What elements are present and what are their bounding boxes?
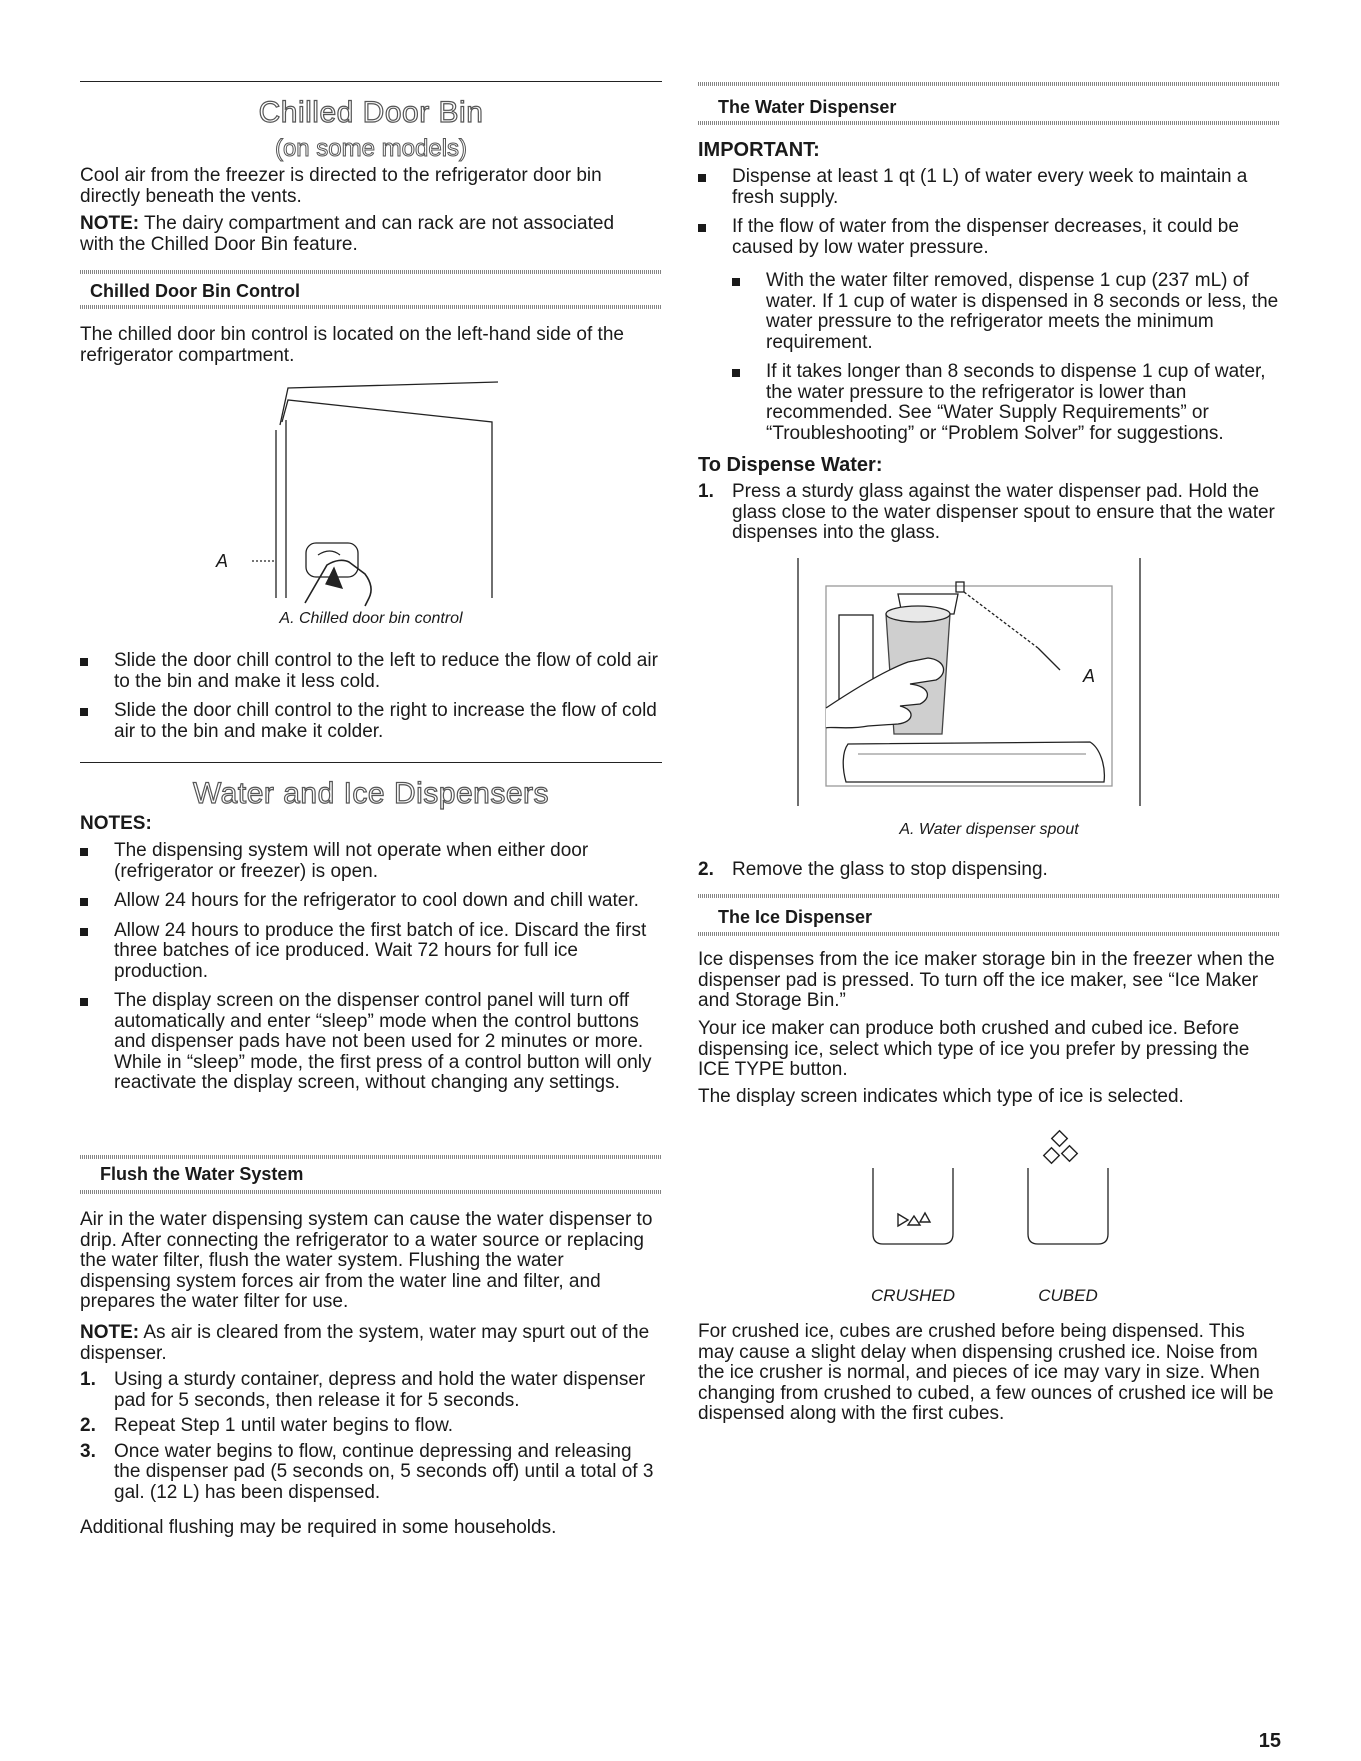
list-item: If the flow of water from the dispenser decreases, it could be caused by low water pressure. [698, 217, 1280, 258]
chilled-bullets [80, 651, 662, 742]
ice-p3: The display screen indicates which type of ice is selected. [698, 1086, 1184, 1107]
step-text: Using a sturdy container, depress and hold the water dispenser pad for 5 seconds, then release it for 5 seconds. [114, 1369, 646, 1411]
page-number: 15 [1258, 1730, 1281, 1752]
ice-dispenser-heading: The Ice Dispenser [718, 907, 873, 927]
figure-label-a: A [216, 551, 229, 571]
list-item: Slide the door chill control to the left to reduce the flow of cold air to the bin and make it less cold. [80, 651, 662, 692]
list-item: If it takes longer than 8 seconds to dispense 1 cup of water, the water pressure to the refrigerator is lower than recommended. See “Water Supply Requirements” or “Troubleshooting” or “Problem Solver” for suggestions. [732, 362, 1280, 444]
flush-steps [80, 1370, 662, 1503]
step-number: 1. [698, 481, 714, 502]
step-number: 1. [80, 1369, 96, 1390]
step-number: 3. [80, 1440, 96, 1462]
dotted-rule [698, 82, 1280, 86]
dotted-rule [80, 1155, 662, 1159]
dispense-step-2 [698, 860, 1280, 881]
step-text: Remove the glass to stop dispensing. [732, 859, 1048, 880]
notes-list [80, 841, 662, 1094]
flush-text: Air in the water dispensing system can cause the water dispenser to drip. After connecting the refrigerator to a water source or replacing the water filter, flush the water system. Flushing the water dispensing system forces air from the water line and filter, and prepares the water filter for use. [80, 1209, 653, 1312]
section-rule [80, 81, 662, 82]
step-text: Repeat Step 1 until water begins to flow. [114, 1415, 454, 1436]
crushed-ice-icon [898, 1213, 930, 1226]
to-dispense-heading: To Dispense Water: [698, 454, 883, 476]
water-dispenser-heading: The Water Dispenser [718, 97, 897, 117]
note-label: NOTE: [80, 1322, 140, 1343]
dotted-rule [698, 932, 1280, 936]
chilled-note [80, 214, 652, 255]
step-item [698, 860, 1280, 881]
list-item: Dispense at least 1 qt (1 L) of water every week to maintain a fresh supply. [698, 167, 1280, 208]
flush-heading: Flush the Water System [100, 1164, 304, 1184]
water-dispenser-illustration [698, 558, 1280, 810]
water-ice-title: Water and Ice Dispensers [192, 777, 550, 810]
ice-type-icons [698, 1128, 1280, 1288]
important-label: IMPORTANT: [698, 139, 820, 161]
note-text: The dairy compartment and can rack are not associated with the Chilled Door Bin feature. [80, 213, 615, 255]
step-item [80, 1370, 662, 1411]
section-rule [80, 762, 662, 763]
ice-p4: For crushed ice, cubes are crushed before being dispensed. This may cause a slight delay when dispensing crushed ice. Noise from the ice crusher is normal, and pieces of ice may vary in size. When changing from crushed to cubed, a few ounces of crushed ice will be dispensed along with the first cubes. [698, 1321, 1274, 1424]
step-text: Once water begins to flow, continue depressing and releasing the dispenser pad (5 seconds on, 5 seconds off) until a total of 3 gal. (12 L) has been dispensed. [114, 1440, 654, 1503]
step-item [80, 1442, 662, 1504]
list-item: The display screen on the dispenser control panel will turn off automatically and enter “sleep” mode when the control buttons and dispenser pads have not been used for 2 minutes or more. While in “sleep” mode, the first press of a control button will only reactivate the display screen, without changing any settings. [80, 991, 662, 1094]
ice-p1: Ice dispenses from the ice maker storage bin in the freezer when the dispenser pad is pressed. To turn off the ice maker, see “Ice Maker and Storage Bin.” [698, 949, 1275, 1011]
dotted-rule [698, 121, 1280, 125]
chilled-control-heading: Chilled Door Bin Control [90, 281, 300, 301]
dispense-step-1 [698, 482, 1280, 544]
crushed-bin-icon [873, 1168, 953, 1244]
list-item: With the water filter removed, dispense 1 cup (237 mL) of water. If 1 cup of water is dispensed in 8 seconds or less, the water pressure to the refrigerator meets the minimum requirement. [732, 271, 1280, 353]
sub-bullets [732, 271, 1280, 444]
step-text: Press a sturdy glass against the water dispenser pad. Hold the glass close to the water dispenser spout to ensure that the water dispenses into the glass. [732, 481, 1275, 543]
note-label: NOTE: [80, 213, 140, 234]
cubed-label: CUBED [1038, 1286, 1098, 1305]
flush-note [80, 1323, 658, 1364]
chilled-figure-caption: A. Chilled door bin control [279, 610, 463, 627]
list-item: The dispensing system will not operate when either door (refrigerator or freezer) is open. [80, 841, 662, 882]
dotted-rule [80, 270, 662, 274]
step-number: 2. [698, 859, 714, 880]
chilled-intro: Cool air from the freezer is directed to the refrigerator door bin directly beneath the vents. [80, 165, 602, 207]
chilled-door-bin-illustration [80, 370, 662, 610]
crushed-label: CRUSHED [870, 1286, 956, 1305]
chilled-door-bin-title: Chilled Door Bin [258, 96, 484, 129]
cubed-bin-icon [1028, 1168, 1108, 1244]
chilled-door-bin-subtitle: (on some models) [274, 135, 468, 162]
list-item: Slide the door chill control to the right to increase the flow of cold air to the bin and make it colder. [80, 701, 662, 742]
ice-p2: Your ice maker can produce both crushed and cubed ice. Before dispensing ice, select which type of ice you prefer by pressing the ICE TYPE button. [698, 1018, 1250, 1080]
dotted-rule [80, 1190, 662, 1194]
dotted-rule [698, 894, 1280, 898]
step-item [698, 482, 1280, 544]
notes-label: NOTES: [80, 813, 152, 834]
important-bullets [698, 167, 1280, 258]
step-item [80, 1416, 662, 1437]
water-figure-caption: A. Water dispenser spout [899, 821, 1079, 838]
cubed-ice-icon [1044, 1131, 1078, 1164]
chilled-control-text: The chilled door bin control is located on the left-hand side of the refrigerator compartment. [80, 324, 624, 366]
step-number: 2. [80, 1415, 96, 1436]
dotted-rule [80, 305, 662, 309]
list-item: Allow 24 hours for the refrigerator to cool down and chill water. [80, 891, 662, 912]
list-item: Allow 24 hours to produce the first batch of ice. Discard the first three batches of ice produced. Wait 72 hours for full ice production. [80, 921, 662, 983]
flush-closing: Additional flushing may be required in some households. [80, 1517, 557, 1538]
note-text: As air is cleared from the system, water may spurt out of the dispenser. [80, 1322, 650, 1364]
figure-label-a: A [1083, 666, 1096, 686]
